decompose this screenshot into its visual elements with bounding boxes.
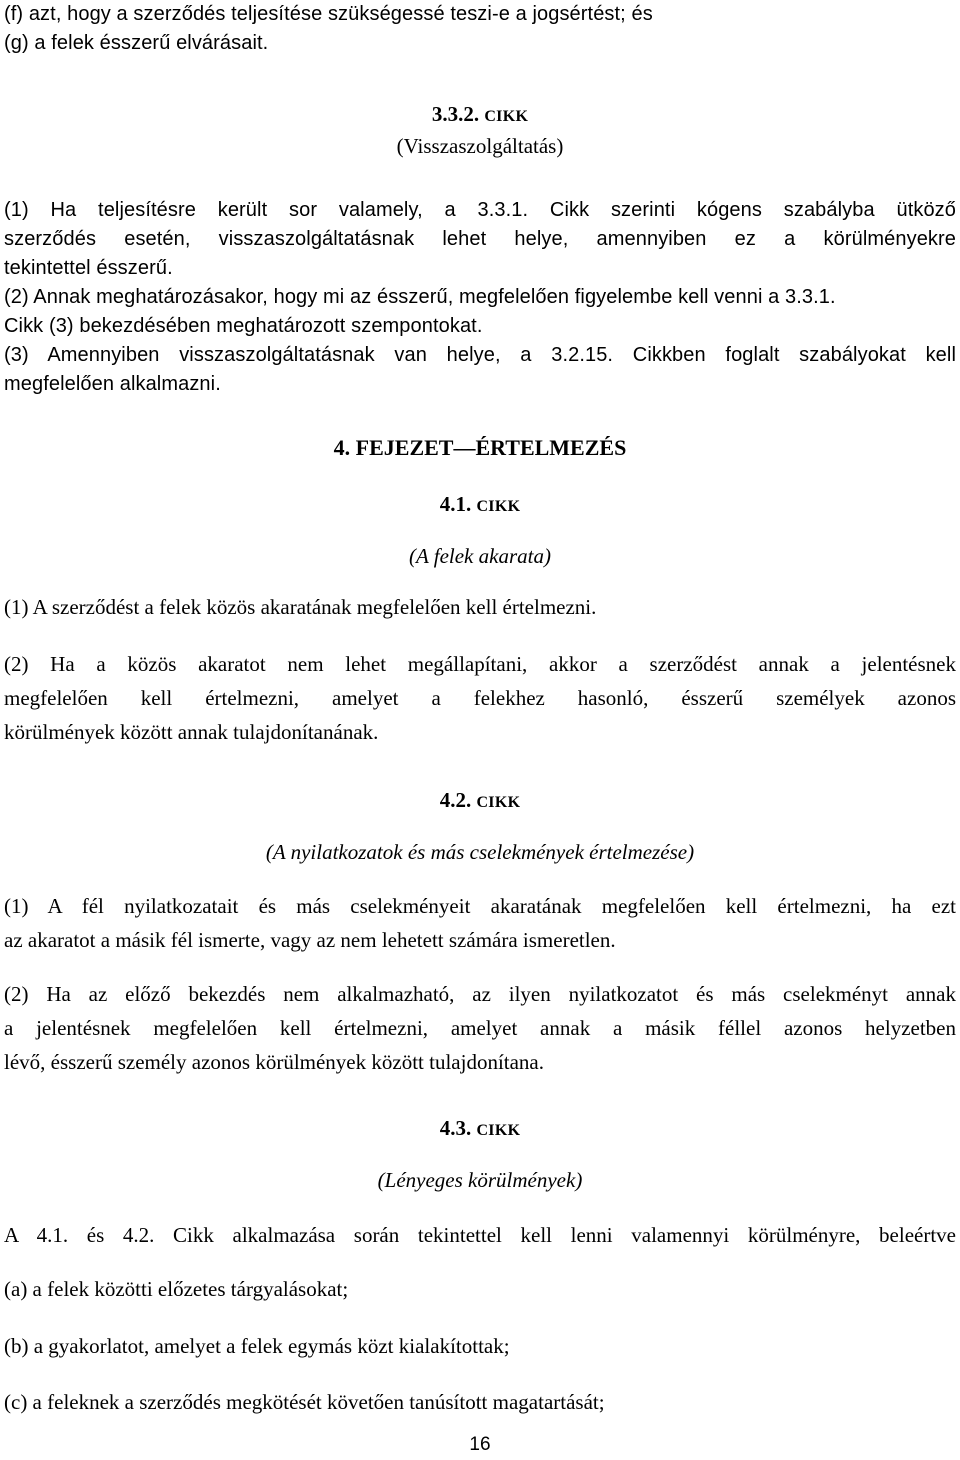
list-item-g: (g) a felek ésszerű elvárásait. — [4, 32, 269, 54]
chapter-heading — [0, 431, 960, 465]
article-cikk-label: CIKK — [484, 108, 529, 125]
chapter-number: 4. FEJEZET — [333, 435, 454, 460]
article-heading-43 — [0, 1111, 960, 1148]
paragraph-332-3: (3) Amennyiben visszaszolgáltatásnak van helye, a 3.2.15. Cikkben foglalt szabályokat kell megfelelően alkalmazni. — [4, 344, 956, 395]
article-cikk-label: CIKK — [476, 498, 521, 515]
article-cikk-label: CIKK — [476, 1122, 521, 1139]
page-number: 16 — [469, 1434, 491, 1455]
chapter-dash: — — [453, 435, 476, 460]
paragraph-43-intro: A 4.1. és 4.2. Cikk alkalmazása során tekintettel kell lenni valamennyi körülményre, beleértve — [4, 1223, 956, 1247]
list-item-c: (c) a feleknek a szerződés megkötését követően tanúsított magatartását; — [4, 1390, 605, 1414]
article-number: 3.3.2. — [431, 102, 480, 126]
article-number: 4.1. — [439, 492, 472, 516]
paragraph-41-1: (1) A szerződést a felek közös akaratának megfelelően kell értelmezni. — [4, 595, 597, 619]
paragraph-332-1: (1) Ha teljesítésre került sor valamely, a 3.3.1. Cikk szerinti kógens szabályba ütköző szerződés esetén, visszaszolgáltatásnak lehet helye, amennyiben ez a körülményekre tekintettel ésszerű. — [4, 199, 956, 279]
paragraph-332-2: (2) Annak meghatározásakor, hogy mi az ésszerű, megfelelően figyelembe kell venni a 3.3.1. Cikk (3) bekezdésében meghatározott szempontokat. — [4, 286, 836, 337]
article-heading-42 — [0, 783, 960, 820]
paragraph-42-1: (1) A fél nyilatkozatait és más cselekményeit akaratának megfelelően kell értelmezni, ha ezt az akaratot a másik fél ismerte, vagy az nem lehetett számára ismeretlen. — [4, 894, 956, 952]
article-heading-41 — [0, 487, 960, 524]
article-cikk-label: CIKK — [476, 794, 521, 811]
list-item-b: (b) a gyakorlatot, amelyet a felek egymás közt kialakítottak; — [4, 1334, 510, 1358]
article-title-41: (A felek akarata) — [409, 544, 551, 568]
list-item-f: (f) azt, hogy a szerződés teljesítése szükségessé teszi-e a jogsértést; és — [4, 3, 653, 25]
paragraph-42-2: (2) Ha az előző bekezdés nem alkalmazható, az ilyen nyilatkozatot és más cselekményt annak a jelentésnek megfelelően kell értelmezni, amelyet annak a másik féllel azonos helyzetben lévő, ésszerű személy azonos körülmények között tulajdonítana. — [4, 982, 956, 1074]
article-title-42: (A nyilatkozatok és más cselekmények értelmezése) — [265, 840, 695, 864]
article-title-43: (Lényeges körülmények) — [377, 1168, 583, 1192]
list-item-a: (a) a felek közötti előzetes tárgyalásokat; — [4, 1277, 349, 1301]
paragraph-41-2: (2) Ha a közös akaratot nem lehet megállapítani, akkor a szerződést annak a jelentésnek megfelelően kell értelmezni, amelyet a felekhez hasonló, ésszerű személyek azonos körülmények között annak tulajdonítanának. — [4, 652, 956, 744]
article-number: 4.2. — [439, 788, 472, 812]
article-title-332: (Visszaszolgáltatás) — [396, 134, 564, 158]
chapter-title: ÉRTELMEZÉS — [475, 435, 627, 460]
article-number: 4.3. — [439, 1116, 472, 1140]
